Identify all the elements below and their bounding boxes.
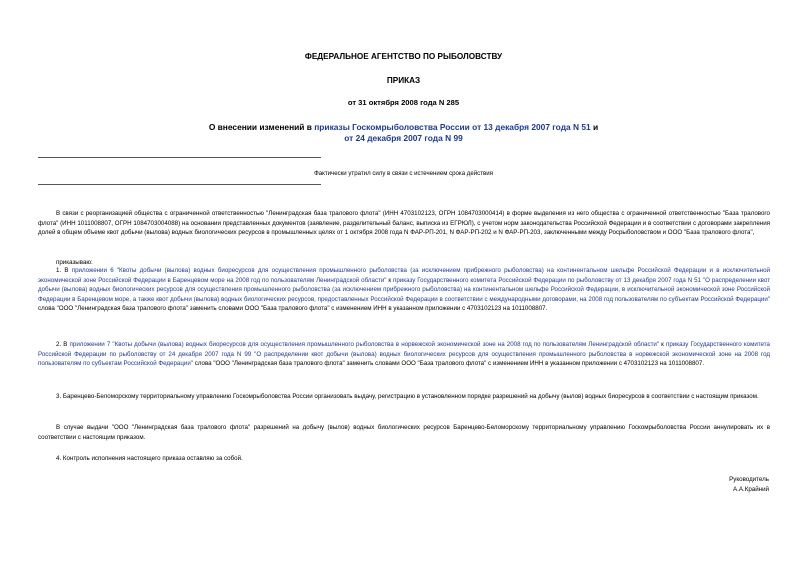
item-2-link-order-99[interactable]: приказу Государственного комитета Российской Федерации по рыболовству от 24 декабря 2007 года N 99 bbox=[38, 341, 770, 358]
item-3: 3. Баренцево-Беломорскому территориальному управлению Госкомрыболовства России организовать выдачу, регистрацию в установленном порядке разрешений на добычу (вылов) водных биоресурсов в соответствии с настоящим приказом. bbox=[56, 393, 759, 400]
item-1-prefix: 1. В bbox=[56, 267, 72, 274]
title-middle: и bbox=[590, 122, 599, 132]
divider-top bbox=[38, 157, 321, 158]
title-link-order-99[interactable]: от 24 декабря 2007 года N 99 bbox=[344, 133, 463, 143]
item-1 bbox=[38, 266, 770, 314]
item-1-mid: к bbox=[386, 276, 393, 284]
item-1-link-appendix-6[interactable]: приложении 6 "Квоты добычи (вылова) водных биоресурсов для осуществления промышленного рыболовства (за исключением прибрежного рыболовства) на континентальном шельфе Российской Федерации и в исключительной экономической зоне Российской Федерации в Баренцевом море на 2008 год по пользователям Ленинградской области" bbox=[38, 267, 770, 284]
document-title bbox=[180, 122, 627, 144]
item-4: 4. Контроль исполнения настоящего приказа оставляю за собой. bbox=[56, 455, 243, 462]
item-2-link-appendix-7[interactable]: приложении 7 "Квоты добычи (вылова) водных биоресурсов для осуществления промышленного рыболовства в норвежской экономической зоне на 2008 год по пользователям Ленинградской области" bbox=[69, 341, 660, 348]
signature-position: Руководитель bbox=[729, 476, 769, 483]
status-note: Фактически утратил силу в связи с истечением срока действия bbox=[314, 170, 493, 177]
order-word: приказываю: bbox=[56, 259, 93, 266]
title-prefix: О внесении изменений в bbox=[208, 122, 315, 132]
item-2-link-order-99-title[interactable]: "О распределении квот добычи (вылова) водных биологических ресурсов для осуществления промышленного рыболовства в норвежской экономической зоне на 2008 год пользователям по субъектам Российской Федерации" bbox=[38, 350, 770, 368]
item-2-mid: к bbox=[659, 341, 667, 348]
item-3-annulment: В случае выдачи "ООО "Ленинградская база тралового флота" разрешений на добычу (вылов) водных биологических ресурсов Баренцево-Беломорскому территориальному управлению Госкомрыболовства России аннулировать их в соответствии с настоящим приказом. bbox=[38, 424, 770, 441]
title-link-order-51[interactable]: приказы Госкомрыболовства России от 13 декабря 2007 года N 51 bbox=[314, 122, 591, 132]
item-2-suffix: слова "ООО "Ленинградская база тралового флота" заменить словами ООО "База тралового флота" с изменением ИНН в указанном приложении с 4703102123 на 1011008807. bbox=[193, 360, 705, 368]
item-1-suffix: слова "ООО "Ленинградская база тралового флота" заменить словами ООО "База тралового флота" с изменением ИНН в указанном приложении с 4703102123 на 1011008807. bbox=[38, 305, 548, 313]
item-2-prefix: 2. В bbox=[56, 341, 70, 348]
divider-bottom bbox=[38, 184, 321, 185]
intro-paragraph: В связи с реорганизацией общества с ограниченной ответственностью "Ленинградская база тралового флота" (ИНН 4703102123, ОГРН 1084703000414) в форме выделения из него общества с ограниченной ответственностью "База тралового флота" (ИНН 1011008807, ОГРН 1084703004088) на основании представленных документов (заявление, разделительный баланс, выписка из ЕГРЮЛ), с учетом норм законодательства Российской Федерации и в соответствии с договорами закрепления долей в общем объеме квот добычи (вылова) водных биологических ресурсов в промышленных целях от 1 октября 2008 года N ФАР-РП-201, N ФАР-РП-202 и N ФАР-РП-203, заключенными между Росрыболовством и ООО "База тралового флота", bbox=[38, 210, 770, 237]
item-2 bbox=[38, 340, 770, 369]
item-1-link-order-51[interactable]: приказу Государственного комитета Российской Федерации по рыболовству от 13 декабря 2007 года N 51 bbox=[392, 276, 701, 284]
item-1-link-order-51-title[interactable]: "О распределении квот добычи (вылова) водных биологических ресурсов для осуществления промышленного рыболовства (за исключением прибрежного рыболовства) на континентальном шельфе Российской Федерации, в исключительной экономической зоне Российской Федерации в Баренцевом море, а также квот добычи (вылова) водных биологических ресурсов, предоставленных Российской Федерации в соответствии с международными договорами, на 2008 год пользователям по субъектам Российской Федерации" bbox=[38, 276, 771, 303]
signature-block bbox=[729, 475, 769, 495]
signature-name: А.А.Крайний bbox=[733, 486, 769, 493]
document-type: ПРИКАЗ bbox=[386, 76, 421, 85]
document-date-number: от 31 октября 2008 года N 285 bbox=[347, 98, 460, 107]
agency-name: ФЕДЕРАЛЬНОЕ АГЕНТСТВО ПО РЫБОЛОВСТВУ bbox=[304, 52, 503, 61]
